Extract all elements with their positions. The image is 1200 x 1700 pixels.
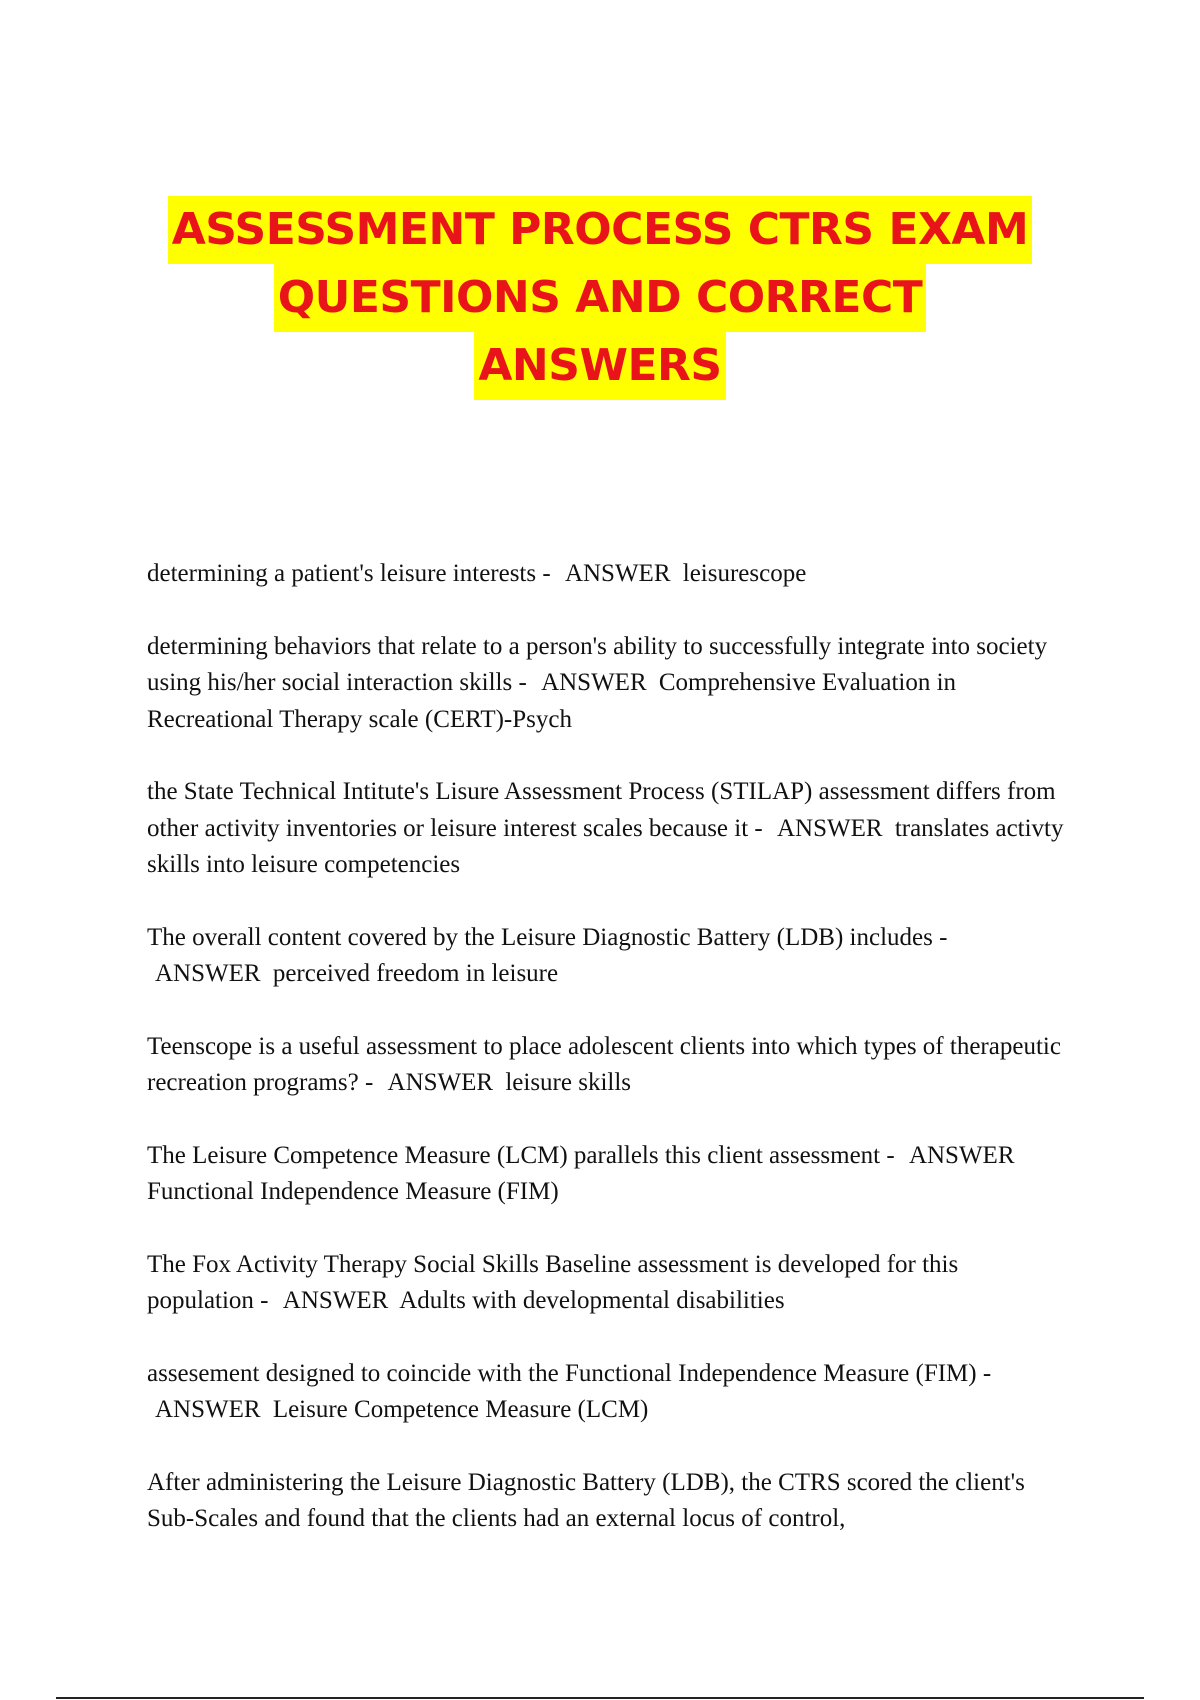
qa-item [147, 1356, 1067, 1429]
answer-text: translates activty skills into leisure competencies [147, 814, 1064, 878]
answer-label: ANSWER [282, 1287, 389, 1314]
title-line-2: QUESTIONS AND CORRECT [274, 264, 927, 332]
qa-list [147, 556, 1067, 1574]
answer-label: ANSWER [777, 814, 883, 842]
document-title [0, 196, 1200, 400]
qa-item [147, 1029, 1067, 1102]
question-text: assesement designed to coincide with the Functional Independence Measure (FIM) - [147, 1359, 992, 1387]
page-bottom-rule [56, 1697, 1144, 1699]
answer-text: leisurescope [682, 560, 807, 587]
qa-item [147, 920, 1067, 993]
answer-label: ANSWER [908, 1141, 1015, 1169]
question-text: The Fox Activity Therapy Social Skills Baseline assessment is developed for this population - [147, 1250, 959, 1314]
question-text: the State Technical Intitute's Lisure Assessment Process (STILAP) assessment differs from other activity inventories or leisure interest scales because it - [147, 778, 1056, 842]
qa-item [147, 774, 1067, 884]
answer-label: ANSWER [387, 1069, 494, 1096]
question-text: determining behaviors that relate to a person's ability to successfully integrate into society using his/her social interaction skills - [147, 632, 1048, 696]
answer-label: ANSWER [564, 560, 671, 587]
qa-item [147, 629, 1067, 739]
answer-text: Adults with developmental disabilities [399, 1287, 785, 1314]
trailing-paragraph: After administering the Leisure Diagnostic Battery (LDB), the CTRS scored the client's Sub-Scales and found that the clients had an external locus of control, [147, 1468, 1025, 1532]
qa-item [147, 1138, 1067, 1211]
title-line-3: ANSWERS [474, 332, 725, 400]
question-text: The Leisure Competence Measure (LCM) parallels this client assessment - [147, 1141, 895, 1169]
question-text: The overall content covered by the Leisure Diagnostic Battery (LDB) includes - [147, 923, 948, 951]
qa-item [147, 1247, 1067, 1320]
answer-text: Functional Independence Measure (FIM) [147, 1178, 559, 1205]
answer-text: Leisure Competence Measure (LCM) [272, 1396, 649, 1423]
question-text: determining a patient's leisure interests - [147, 560, 551, 587]
answer-label: ANSWER [541, 669, 647, 696]
answer-text: leisure skills [505, 1069, 632, 1096]
question-text: Teenscope is a useful assessment to place adolescent clients into which types of therapeutic recreation programs? - [147, 1032, 1061, 1096]
qa-item [147, 556, 1067, 593]
answer-text: perceived freedom in leisure [272, 960, 559, 987]
answer-text: Comprehensive Evaluation in Recreational Therapy scale (CERT)-Psych [147, 669, 957, 733]
title-line-1: ASSESSMENT PROCESS CTRS EXAM [168, 196, 1033, 264]
answer-label: ANSWER [155, 960, 261, 987]
answer-label: ANSWER [155, 1396, 261, 1423]
